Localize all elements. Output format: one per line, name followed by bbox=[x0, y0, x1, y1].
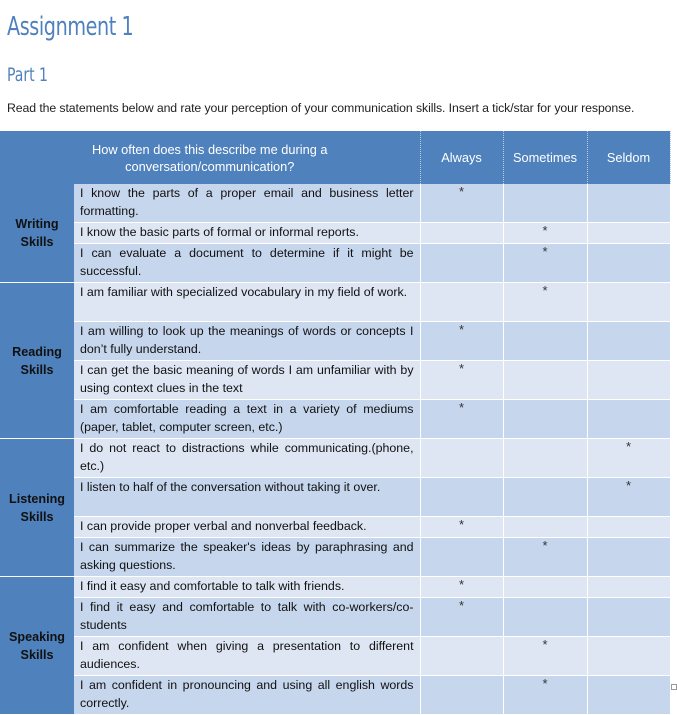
rating-cell-always[interactable] bbox=[420, 322, 503, 361]
table-header-row bbox=[0, 131, 670, 184]
statement-text: I find it easy and comfortable to talk with friends. bbox=[74, 577, 420, 598]
rating-cell-always[interactable] bbox=[420, 676, 503, 715]
rating-cell-sometimes[interactable] bbox=[503, 598, 587, 637]
statement-text: I can evaluate a document to determine if it might be successful. bbox=[74, 244, 420, 283]
table-row bbox=[0, 439, 670, 478]
table-row bbox=[0, 184, 670, 223]
rating-cell-seldom[interactable] bbox=[587, 283, 670, 322]
rating-cell-always[interactable] bbox=[420, 478, 503, 517]
table-row bbox=[0, 577, 670, 598]
skill-category: Listening Skills bbox=[0, 439, 74, 577]
rating-star: * bbox=[625, 439, 632, 454]
rating-cell-seldom[interactable] bbox=[587, 637, 670, 676]
rating-cell-sometimes[interactable] bbox=[503, 223, 587, 244]
statement-text: I am willing to look up the meanings of words or concepts I don’t fully understand. bbox=[74, 322, 420, 361]
statement-text: I am familiar with specialized vocabulary in my field of work. bbox=[74, 283, 420, 322]
self-rating-table bbox=[0, 131, 671, 715]
rating-cell-always[interactable] bbox=[420, 517, 503, 538]
rating-star: * bbox=[542, 538, 548, 553]
page-title: Assignment 1 bbox=[7, 12, 134, 42]
rating-cell-sometimes[interactable] bbox=[503, 184, 587, 223]
statement-text: I can provide proper verbal and nonverbal feedback. bbox=[74, 517, 420, 538]
header-always: Always bbox=[420, 131, 503, 184]
rating-star: * bbox=[625, 478, 632, 493]
table-row bbox=[0, 223, 670, 244]
rating-cell-seldom[interactable] bbox=[587, 478, 670, 517]
rating-cell-always[interactable] bbox=[420, 598, 503, 637]
header-question: How often does this describe me during a conversation/communication? bbox=[0, 131, 420, 184]
table-row bbox=[0, 676, 670, 715]
rating-star: * bbox=[542, 283, 548, 298]
rating-cell-seldom[interactable] bbox=[587, 322, 670, 361]
rating-star: * bbox=[458, 322, 465, 337]
rating-cell-seldom[interactable] bbox=[587, 676, 670, 715]
table-row bbox=[0, 538, 670, 577]
rating-star: * bbox=[458, 598, 465, 613]
table-row bbox=[0, 598, 670, 637]
rating-cell-seldom[interactable] bbox=[587, 577, 670, 598]
rating-cell-always[interactable] bbox=[420, 361, 503, 400]
rating-cell-sometimes[interactable] bbox=[503, 538, 587, 577]
table-row bbox=[0, 478, 670, 517]
rating-cell-sometimes[interactable] bbox=[503, 676, 587, 715]
rating-cell-seldom[interactable] bbox=[587, 598, 670, 637]
rating-cell-sometimes[interactable] bbox=[503, 517, 587, 538]
skill-category: Writing Skills bbox=[0, 184, 74, 283]
skill-category: Reading Skills bbox=[0, 283, 74, 439]
rating-cell-sometimes[interactable] bbox=[503, 244, 587, 283]
statement-text: I listen to half of the conversation without taking it over. bbox=[74, 478, 420, 517]
rating-cell-sometimes[interactable] bbox=[503, 361, 587, 400]
rating-cell-seldom[interactable] bbox=[587, 361, 670, 400]
rating-cell-sometimes[interactable] bbox=[503, 400, 587, 439]
statement-text: I am comfortable reading a text in a variety of mediums (paper, tablet, computer screen, etc.) bbox=[74, 400, 420, 439]
resize-handle bbox=[671, 684, 677, 690]
rating-cell-seldom[interactable] bbox=[587, 184, 670, 223]
rating-star: * bbox=[458, 577, 465, 592]
table-row bbox=[0, 244, 670, 283]
rating-cell-seldom[interactable] bbox=[587, 400, 670, 439]
rating-cell-always[interactable] bbox=[420, 400, 503, 439]
rating-cell-sometimes[interactable] bbox=[503, 577, 587, 598]
rating-cell-always[interactable] bbox=[420, 184, 503, 223]
rating-cell-seldom[interactable] bbox=[587, 439, 670, 478]
table-row bbox=[0, 400, 670, 439]
statement-text: I can get the basic meaning of words I am unfamiliar with by using context clues in the text bbox=[74, 361, 420, 400]
section-subtitle: Part 1 bbox=[7, 64, 48, 86]
statement-text: I know the basic parts of formal or informal reports. bbox=[74, 223, 420, 244]
rating-star: * bbox=[458, 184, 465, 199]
rating-cell-sometimes[interactable] bbox=[503, 439, 587, 478]
rating-star: * bbox=[542, 244, 548, 259]
statement-text: I can summarize the speaker's ideas by paraphrasing and asking questions. bbox=[74, 538, 420, 577]
rating-cell-always[interactable] bbox=[420, 637, 503, 676]
table-row bbox=[0, 361, 670, 400]
rating-cell-seldom[interactable] bbox=[587, 244, 670, 283]
rating-star: * bbox=[542, 676, 548, 691]
statement-text: I find it easy and comfortable to talk with co-workers/co-students bbox=[74, 598, 420, 637]
rating-cell-sometimes[interactable] bbox=[503, 283, 587, 322]
rating-cell-always[interactable] bbox=[420, 577, 503, 598]
rating-cell-sometimes[interactable] bbox=[503, 637, 587, 676]
rating-cell-always[interactable] bbox=[420, 283, 503, 322]
rating-cell-always[interactable] bbox=[420, 223, 503, 244]
statement-text: I know the parts of a proper email and business letter formatting. bbox=[74, 184, 420, 223]
rating-star: * bbox=[542, 637, 548, 652]
rating-star: * bbox=[458, 400, 465, 415]
statement-text: I do not react to distractions while communicating.(phone, etc.) bbox=[74, 439, 420, 478]
table-row bbox=[0, 637, 670, 676]
statement-text: I am confident when giving a presentation to different audiences. bbox=[74, 637, 420, 676]
table-row bbox=[0, 517, 670, 538]
table-row bbox=[0, 322, 670, 361]
rating-cell-always[interactable] bbox=[420, 244, 503, 283]
rating-cell-sometimes[interactable] bbox=[503, 322, 587, 361]
skill-category: Speaking Skills bbox=[0, 577, 74, 715]
rating-cell-seldom[interactable] bbox=[587, 223, 670, 244]
rating-star: * bbox=[458, 517, 465, 532]
rating-cell-seldom[interactable] bbox=[587, 517, 670, 538]
table-row bbox=[0, 283, 670, 322]
rating-cell-always[interactable] bbox=[420, 439, 503, 478]
statement-text: I am confident in pronouncing and using all english words correctly. bbox=[74, 676, 420, 715]
rating-star: * bbox=[458, 361, 465, 376]
instructions-text: Read the statements below and rate your perception of your communication skills. Insert a tick/star for your response. bbox=[7, 101, 635, 115]
rating-cell-sometimes[interactable] bbox=[503, 478, 587, 517]
rating-cell-always[interactable] bbox=[420, 538, 503, 577]
rating-cell-seldom[interactable] bbox=[587, 538, 670, 577]
rating-star: * bbox=[542, 223, 548, 238]
header-sometimes: Sometimes bbox=[503, 131, 587, 184]
header-seldom: Seldom bbox=[587, 131, 670, 184]
